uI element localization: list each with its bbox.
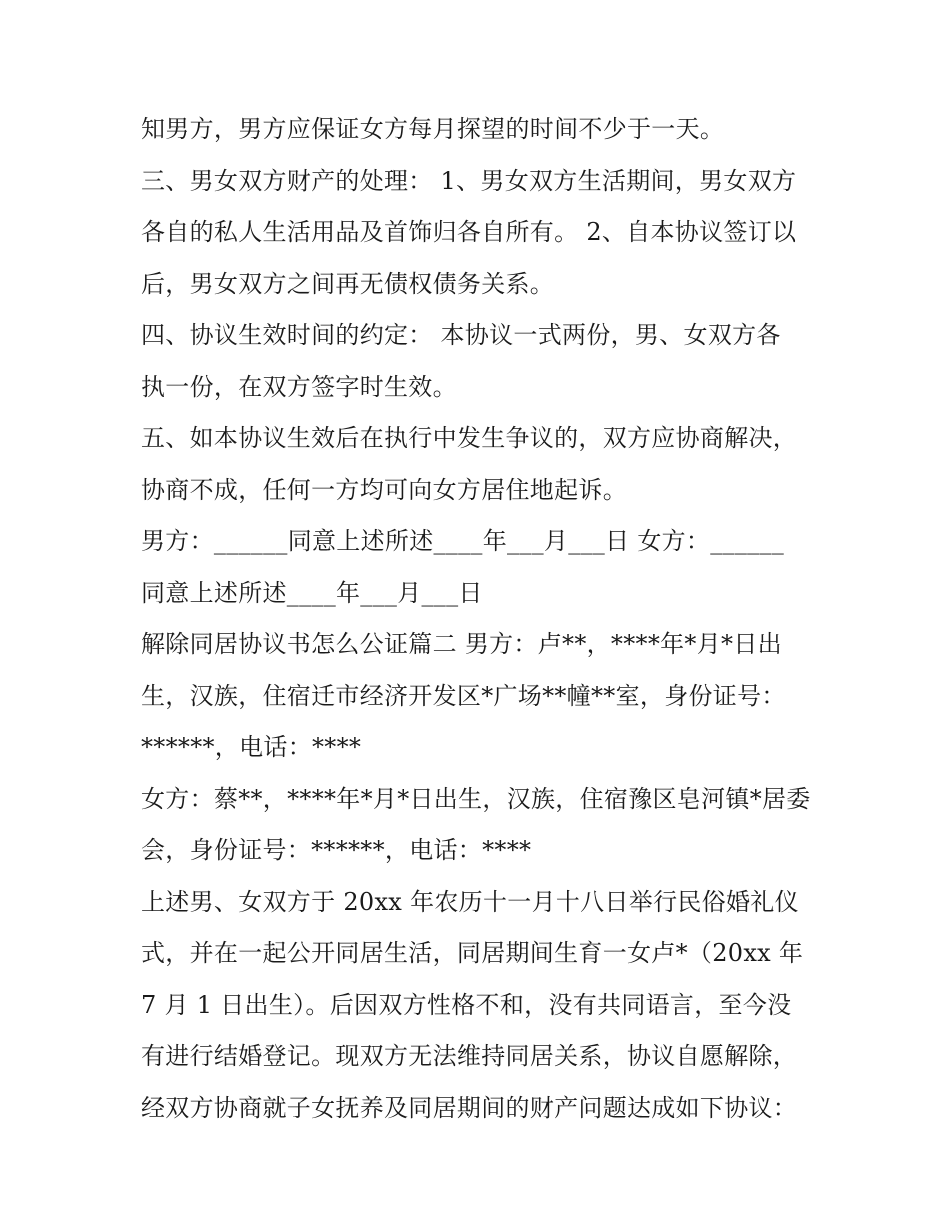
- text-line: 生，汉族，住宿迁市经济开发区*广场**幢**室，身份证号：: [141, 681, 786, 710]
- text-line: ******，电话：****: [141, 733, 362, 761]
- text-line: 会，身份证号：******，电话：****: [141, 836, 532, 864]
- section-heading-line: 解除同居协议书怎么公证篇二 男方：卢**，****年*月*日出: [141, 630, 782, 658]
- text-line: 五、如本协议生效后在执行中发生争议的，双方应协商解决，: [141, 424, 798, 452]
- text-line: 四、协议生效时间的约定： 本协议一式两份，男、女双方各: [141, 321, 781, 349]
- text-line: 式，并在一起公开同居生活，同居期间生育一女卢*（20xx 年: [141, 939, 804, 967]
- text-line: 各自的私人生活用品及首饰归各自所有。 2、自本协议签订以: [141, 218, 797, 246]
- text-line: 有进行结婚登记。现双方无法维持同居关系，协议自愿解除，: [141, 1042, 798, 1070]
- text-line: 三、男女双方财产的处理： 1、男女双方生活期间，男女双方: [141, 166, 797, 195]
- text-line: 知男方，男方应保证女方每月探望的时间不少于一天。: [141, 115, 725, 143]
- text-line: 女方：蔡**，****年*月*日出生，汉族，住宿豫区皂河镇*居委: [141, 784, 811, 813]
- text-line: 上述男、女双方于 20xx 年农历十一月十八日举行民俗婚礼仪: [141, 887, 799, 916]
- agreement-text-body: [141, 104, 821, 1134]
- text-line: 7 月 1 日出生）。后因双方性格不和，没有共同语言，至今没: [141, 990, 792, 1019]
- text-line: 执一份，在双方签字时生效。: [141, 372, 457, 401]
- signature-line: 同意上述所述____年___月___日: [141, 578, 483, 607]
- text-line: 后，男女双方之间再无债权债务关系。: [141, 269, 555, 298]
- text-line: 协商不成，任何一方均可向女方居住地起诉。: [141, 475, 627, 504]
- text-line: 经双方协商就子女抚养及同居期间的财产问题达成如下协议：: [141, 1093, 798, 1122]
- signature-line: 男方：______同意上述所述____年___月___日 女方：______: [141, 527, 785, 555]
